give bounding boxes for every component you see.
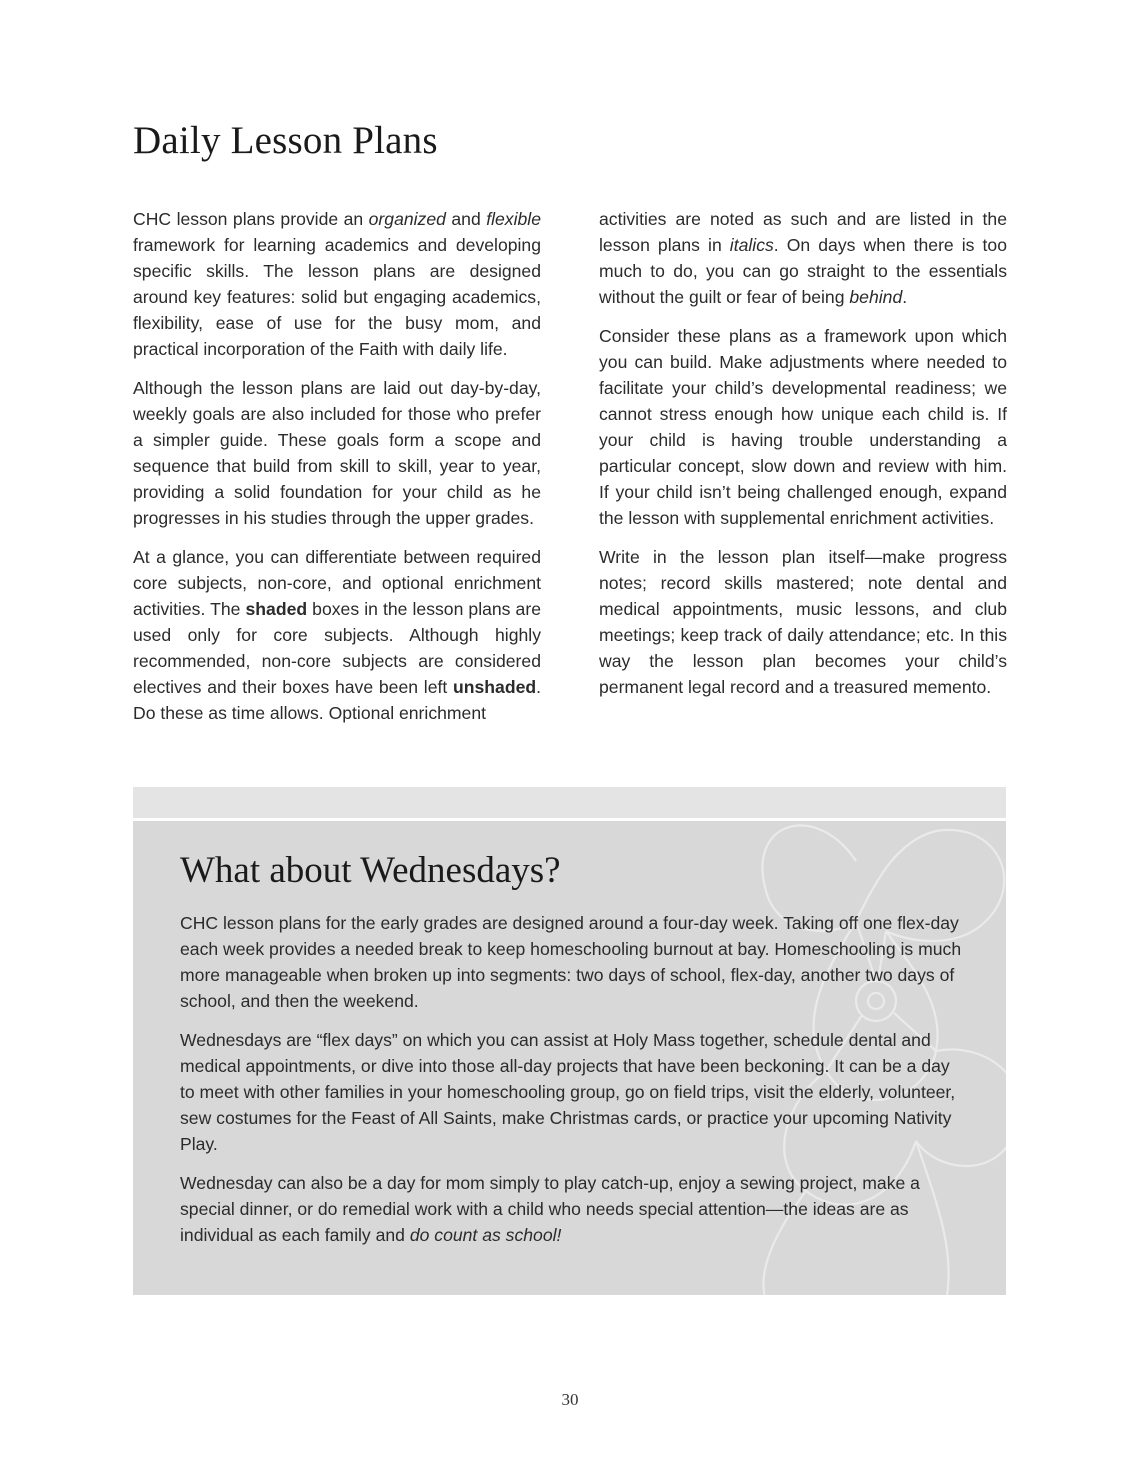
- paragraph: Although the lesson plans are laid out day-by-day, weekly goals are also included for those who prefer a simpler guide. These goals form a scope and sequence that build from skill to skill, year to year, providing a solid foundation for your child as he progresses in his studies through the upper grades.: [133, 378, 541, 528]
- italic-text: italics: [729, 235, 774, 255]
- text-run: . Do these as time allows. Optional enrichment: [133, 677, 541, 723]
- paragraph: CHC lesson plans for the early grades are designed around a four-day week. Taking off one flex-day each week provides a needed break to keep homeschooling burnout at bay. Homeschooling is much more manageable when broken up into segments: two days of school, flex-day, another two days of school, and then the weekend.: [180, 913, 962, 1011]
- text-run: activities are noted as such and are listed in the lesson plans in: [599, 209, 1007, 255]
- paragraph: Wednesdays are “flex days” on which you can assist at Holy Mass together, schedule dental and medical appointments, or dive into those all-day projects that have been beckoning. It can be a day to meet with other families in your homeschooling group, go on field trips, visit the elderly, volunteer, sew costumes for the Feast of All Saints, make Christmas cards, or practice your upcoming Nativity Play.: [180, 1030, 956, 1154]
- page-title: Daily Lesson Plans: [133, 119, 438, 162]
- sidebar-title: What about Wednesdays?: [180, 850, 561, 891]
- bold-text: shaded: [245, 599, 308, 619]
- paragraph: [599, 206, 1007, 310]
- sidebar-body: [180, 910, 966, 1261]
- paragraph: [133, 206, 541, 362]
- left-column: [133, 206, 541, 739]
- text-run: boxes in the lesson plans are used only for core subjects. Although highly recommended, non-core subjects are considered electives and their boxes have been left: [133, 599, 541, 697]
- text-run: framework for learning academics and developing specific skills. The lesson plans are designed around key features: solid but engaging academics, flexibility, ease of use for the busy mom, and practical incorporation of the Faith with daily life.: [133, 235, 541, 359]
- italic-text: flexible: [486, 209, 541, 229]
- bold-text: unshaded: [453, 677, 537, 697]
- text-run: At a glance, you can differentiate between required core subjects, non-core, and optional enrichment activities. The: [133, 547, 541, 619]
- text-run: and: [445, 209, 487, 229]
- italic-text: behind: [849, 287, 903, 307]
- right-column: [599, 206, 1007, 713]
- paragraph: [180, 1170, 966, 1248]
- italic-text: organized: [368, 209, 446, 229]
- page-number: 30: [561, 1390, 579, 1409]
- paragraph: Write in the lesson plan itself—make progress notes; record skills mastered; note dental and medical appointments, music lessons, and club meetings; keep track of daily attendance; etc. In this way the lesson plan becomes your child’s permanent legal record and a treasured memento.: [599, 547, 1007, 697]
- italic-text: do count as school!: [409, 1225, 562, 1245]
- text-run: Wednesday can also be a day for mom simply to play catch-up, enjoy a sewing project, make a special dinner, or do remedial work with a child who needs special attention—the ideas are as individual as each family and: [180, 1173, 920, 1245]
- text-run: .: [902, 287, 908, 307]
- sidebar-top-band: [133, 787, 1006, 818]
- sidebar-box: [133, 821, 1006, 1295]
- paragraph: Consider these plans as a framework upon which you can build. Make adjustments where needed to facilitate your child’s developmental readiness; we cannot stress enough how unique each child is. If your child is having trouble understanding a particular concept, slow down and review with him. If your child isn’t being challenged enough, expand the lesson with supplemental enrichment activities.: [599, 326, 1007, 528]
- text-run: CHC lesson plans provide an: [133, 209, 369, 229]
- text-run: . On days when there is too much to do, you can go straight to the essentials without the guilt or fear of being: [599, 235, 1007, 307]
- paragraph: [133, 544, 541, 726]
